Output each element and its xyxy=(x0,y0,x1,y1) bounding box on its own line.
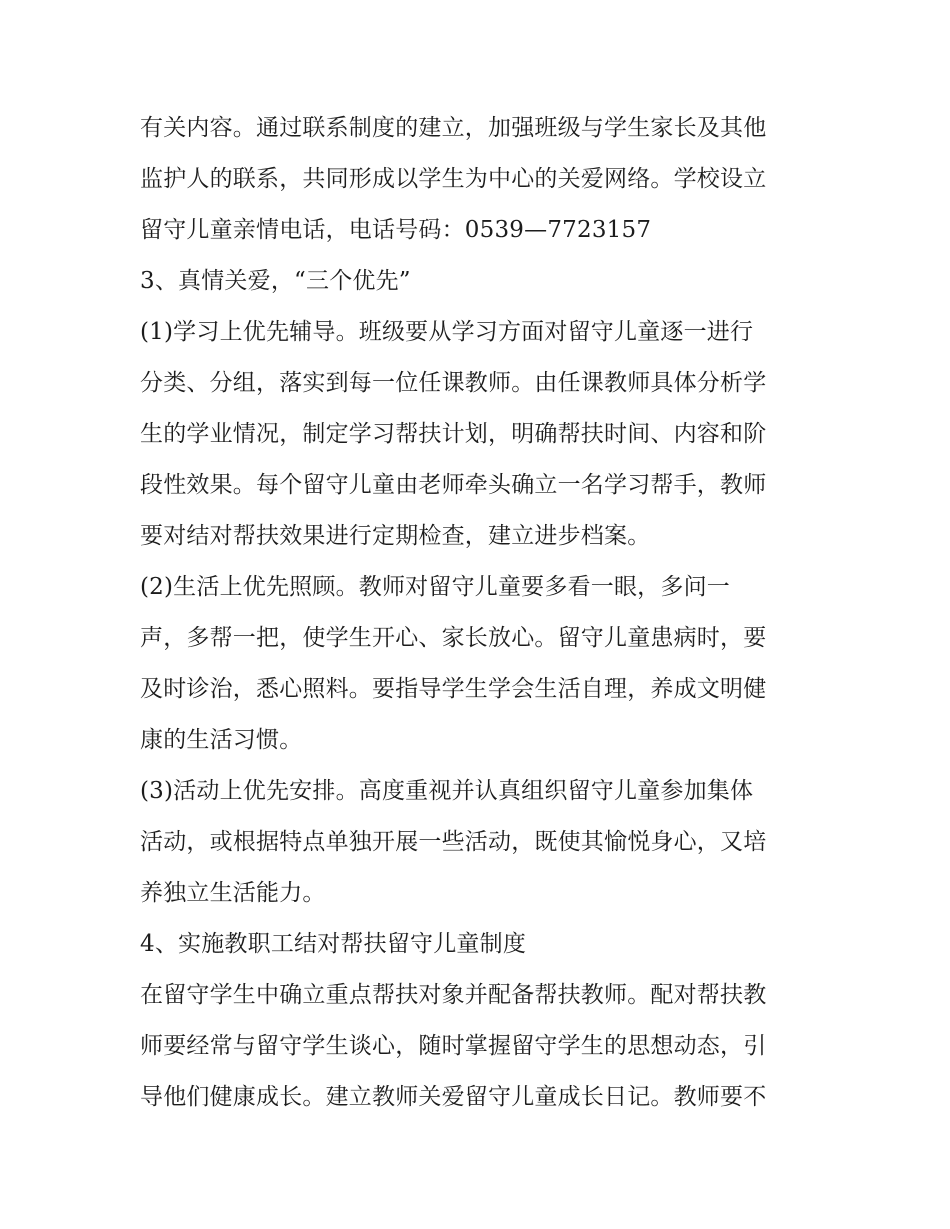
text-line: 师要经常与留守学生谈心，随时掌握留守学生的思想动态，引 xyxy=(140,1033,767,1059)
text-line: 生的学业情况，制定学习帮扶计划，明确帮扶时间、内容和阶 xyxy=(140,421,767,447)
text-line: 养独立生活能力。 xyxy=(140,880,326,906)
document-body xyxy=(140,103,820,1123)
text-line: (1)学习上优先辅导。班级要从学习方面对留守儿童逐一进行 xyxy=(140,319,754,345)
text-line: 有关内容。通过联系制度的建立，加强班级与学生家长及其他 xyxy=(140,115,767,141)
text-line: 留守儿童亲情电话，电话号码：0539—7723157 xyxy=(140,217,652,243)
text-line: (3)活动上优先安排。高度重视并认真组织留守儿童参加集体 xyxy=(140,778,754,804)
section-heading: 3、真情关爱，“三个优先” xyxy=(140,268,411,294)
text-line: 康的生活习惯。 xyxy=(140,727,303,753)
text-line: 监护人的联系，共同形成以学生为中心的关爱网络。学校设立 xyxy=(140,166,767,192)
text-line: 导他们健康成长。建立教师关爱留守儿童成长日记。教师要不 xyxy=(140,1084,767,1110)
text-line: 在留守学生中确立重点帮扶对象并配备帮扶教师。配对帮扶教 xyxy=(140,982,767,1008)
section-heading: 4、实施教职工结对帮扶留守儿童制度 xyxy=(140,931,527,957)
text-line: 声，多帮一把，使学生开心、家长放心。留守儿童患病时，要 xyxy=(140,625,767,651)
text-line: (2)生活上优先照顾。教师对留守儿童要多看一眼，多问一 xyxy=(140,574,730,600)
text-line: 要对结对帮扶效果进行定期检查，建立进步档案。 xyxy=(140,523,651,549)
text-line: 分类、分组，落实到每一位任课教师。由任课教师具体分析学 xyxy=(140,370,767,396)
text-line: 段性效果。每个留守儿童由老师牵头确立一名学习帮手，教师 xyxy=(140,472,767,498)
text-line: 活动，或根据特点单独开展一些活动，既使其愉悦身心，又培 xyxy=(140,829,767,855)
text-line: 及时诊治，悉心照料。要指导学生学会生活自理，养成文明健 xyxy=(140,676,767,702)
